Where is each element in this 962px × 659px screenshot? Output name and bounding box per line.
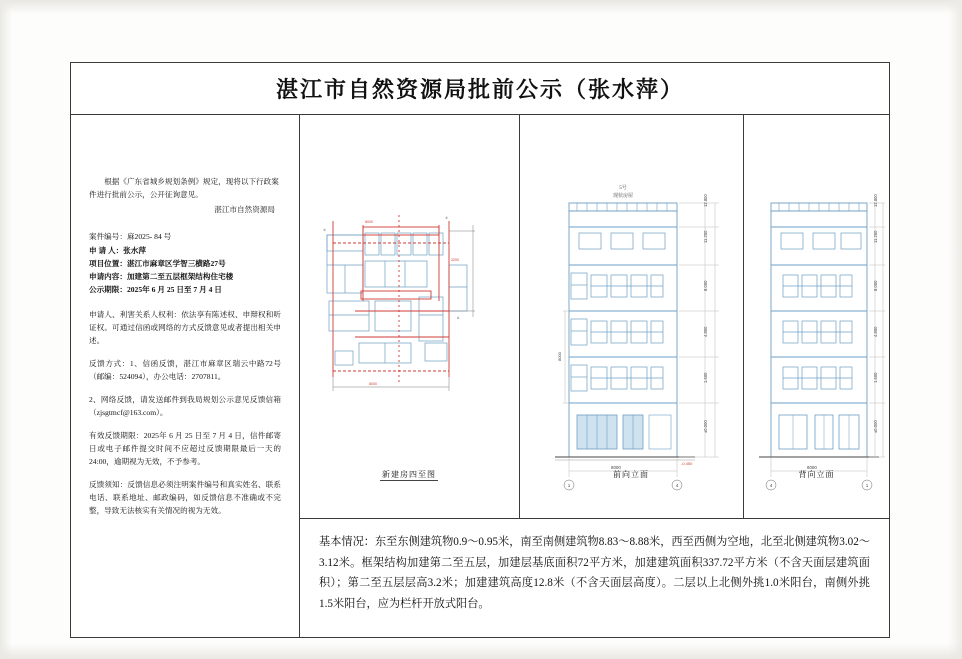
case-field-location: 项目位置：湛江市麻章区学智三横路27号 [89,258,226,268]
svg-text:1.600: 1.600 [703,372,708,383]
back-elevation-drawing [743,115,890,518]
notice-intro: 根据《广东省城乡规划条例》规定，现将以下行政案件进行批前公示，公开征询意见。 [89,177,279,200]
svg-text:8000: 8000 [807,465,817,470]
front-elevation-caption: 前向立面 [613,470,649,479]
notice-issuer: 湛江市自然资源局 [214,204,275,214]
scan-edge-right [948,0,962,659]
site-plan-drawing [299,115,519,518]
svg-text:A: A [457,316,460,320]
case-field-list [89,230,281,295]
svg-text:5号: 5号 [619,186,627,191]
svg-text:8.000: 8.000 [873,280,878,291]
case-field-applicant: 申 请 人：张水萍 [89,245,146,255]
svg-text:12.800: 12.800 [873,194,878,207]
svg-text:8000: 8000 [369,382,377,386]
notice-paragraph-requirements: 反馈须知：反馈信息必须注明案件编号和真实姓名、联系电话、联系地址、邮政编码，如反馈信息不准确或不完整，导致无法核实有关情况的视为无效。 [89,480,281,516]
svg-text:12.800: 12.800 [703,194,708,207]
svg-text:4.800: 4.800 [703,326,708,337]
notice-paragraph-feedback-email: 2、网络反馈，请发送邮件到我局规划公示意见反馈信箱（zjsgtmcf@163.com）。 [89,394,281,417]
page-title: 湛江市自然资源局批前公示（张水萍） [275,77,684,102]
case-field-content: 申请内容：加建第二至五层框架结构住宅楼 [89,271,234,281]
svg-text:1.600: 1.600 [873,372,878,383]
notice-paragraph-deadline: 有效反馈期限：2025年 6 月 25 日至 7 月 4 日，信件邮寄日或电子邮件提交时间不应超过反馈期限最后一天的24:00，逾期视为无效，不予参考。 [89,431,281,467]
svg-text:8000: 8000 [611,465,621,470]
svg-text:11.200: 11.200 [873,230,878,243]
panel-front-elevation [519,115,743,518]
scan-edge-left [0,0,12,659]
svg-text:④: ④ [445,216,449,220]
notice-paragraph-rights: 申请人、利害关系人权利：依法享有陈述权、申辩权和听证权。可通过信函或网络的方式反馈意见或者提出相关申述。 [89,309,281,345]
svg-text:-0.450: -0.450 [681,461,693,466]
svg-text:4: 4 [769,483,773,488]
svg-text:8000: 8000 [557,352,562,361]
svg-text:±0.000: ±0.000 [703,420,708,433]
svg-text:现状房屋: 现状房屋 [612,194,634,199]
scan-edge-top [0,0,962,14]
document-sheet [70,62,890,638]
svg-text:4: 4 [675,483,679,488]
svg-text:3200: 3200 [451,258,459,262]
description-block [299,518,890,638]
site-plan-caption: 新建房四至图 [382,470,436,479]
svg-text:1: 1 [865,483,869,488]
svg-text:4.800: 4.800 [873,326,878,337]
svg-text:8.000: 8.000 [703,280,708,291]
back-elevation-svg [743,115,890,518]
case-field-number: 案件编号：麻2025- 84 号 [89,232,172,242]
notice-paragraph-feedback-mail: 反馈方式：1、信函反馈，湛江市麻章区瑞云中路72号（邮编：524094），办公电话：2707811。 [89,358,281,381]
panel-site-plan [299,115,519,518]
svg-text:±0.000: ±0.000 [873,420,878,433]
svg-text:11.200: 11.200 [703,230,708,243]
svg-text:1: 1 [567,483,571,488]
site-plan-svg [299,115,519,518]
front-elevation-drawing [519,115,743,518]
notice-text-column [71,115,299,638]
svg-text:①: ① [323,228,327,232]
scan-edge-bottom [0,643,962,659]
svg-text:8000: 8000 [365,220,373,224]
document-title-bar [71,63,889,115]
case-field-period: 公示期限：2025年 6 月 25 日至 7 月 4 日 [89,284,222,294]
description-text: 基本情况：东至东侧建筑物0.9～0.95米，南至南侧建筑物8.83～8.88米，西至西侧为空地，北至北侧建筑物3.02～3.12米。框架结构加建第二至五层，加建层基底面积72平方米，加建建筑面积337.72平方米（不含天面层建筑面积）；第二至五层层高3.2米；加建建筑高度12.8米（不含天面层高度）。二层以上北侧外挑1.0米阳台，南侧外挑1.5米阳台，应为栏杆开放式阳台。 [319,536,870,611]
back-elevation-caption: 背向立面 [798,470,835,479]
front-elevation-svg [519,115,743,518]
panel-back-elevation [743,115,890,518]
